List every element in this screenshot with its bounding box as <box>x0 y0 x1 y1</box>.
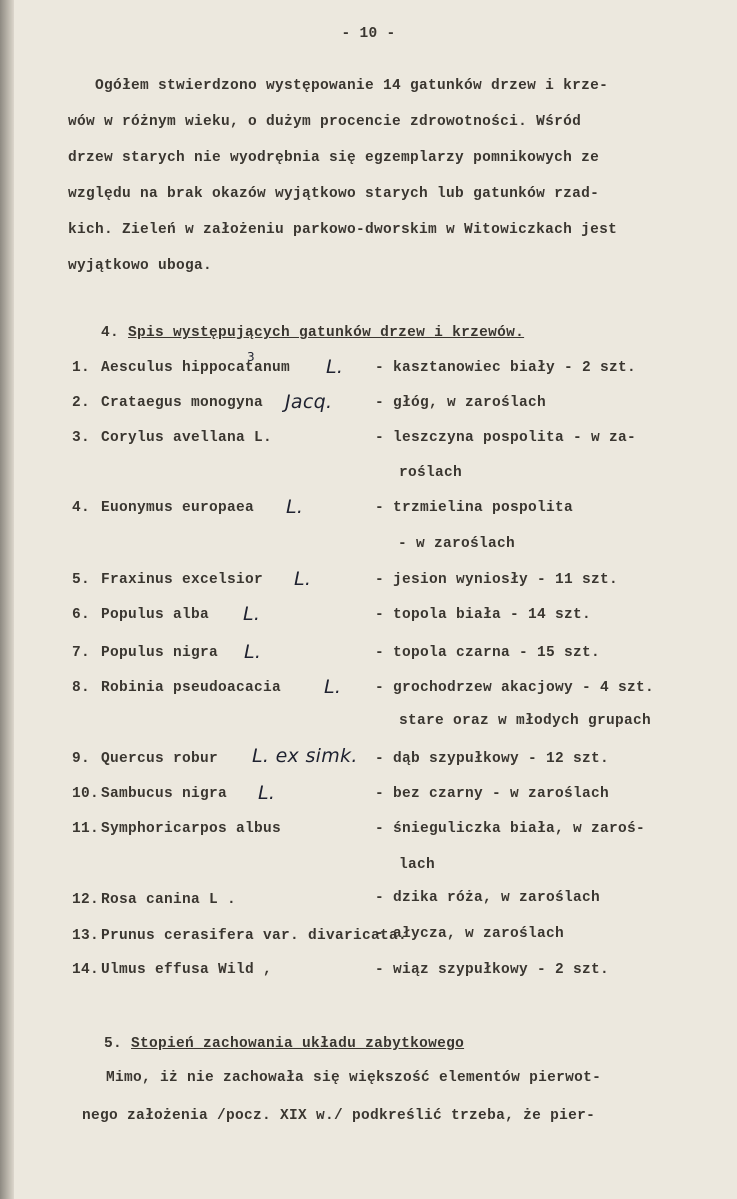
handwritten-mark: 3 <box>247 350 255 364</box>
species-author-handwritten: L. <box>326 356 344 378</box>
species-polish-continued: lach <box>399 857 436 873</box>
species-latin: Sambucus nigra <box>101 786 228 802</box>
species-number: 3. <box>72 430 91 446</box>
species-number: 4. <box>72 500 91 516</box>
paragraph-line: wów w różnym wieku, o dużym procencie zdrowotności. Wśród <box>68 114 582 130</box>
species-latin: Robinia pseudoacacia <box>101 680 282 696</box>
species-polish: - grochodrzew akacjowy - 4 szt. <box>375 680 655 696</box>
section-number: 4. <box>101 325 120 341</box>
species-number: 7. <box>72 645 91 661</box>
species-polish: - jesion wyniosły - 11 szt. <box>375 572 619 588</box>
section-number: 5. <box>104 1036 123 1052</box>
species-author-handwritten: L. ex simk. <box>252 745 358 767</box>
page-left-edge <box>0 0 14 1199</box>
species-author-handwritten: L. <box>258 782 276 804</box>
species-number: 1. <box>72 360 91 376</box>
species-number: 2. <box>72 395 91 411</box>
species-author-handwritten: Jacq. <box>285 391 333 413</box>
species-latin: Prunus cerasifera var. divaricata. <box>101 928 408 944</box>
species-latin: Crataegus monogyna <box>101 395 264 411</box>
species-polish: - dąb szypułkowy - 12 szt. <box>375 751 610 767</box>
species-number: 6. <box>72 607 91 623</box>
species-polish: - trzmielina pospolita <box>375 500 574 516</box>
paragraph-line: względu na brak okazów wyjątkowo starych lub gatunków rzad- <box>68 186 600 202</box>
species-author-handwritten: L. <box>286 496 304 518</box>
species-polish: - śnieguliczka biała, w zaroś- <box>375 821 646 837</box>
species-author-handwritten: L. <box>243 603 261 625</box>
species-author-handwritten: L. <box>294 568 312 590</box>
section-title: Spis występujących gatunków drzew i krzewów. <box>128 325 525 341</box>
species-number: 11. <box>72 821 100 837</box>
species-number: 5. <box>72 572 91 588</box>
species-polish-continued: - w zaroślach <box>398 536 516 552</box>
species-number: 14. <box>72 962 100 978</box>
species-polish: - wiąz szypułkowy - 2 szt. <box>375 962 610 978</box>
species-polish: - topola czarna - 15 szt. <box>375 645 601 661</box>
paragraph-line: drzew starych nie wyodrębnia się egzemplarzy pomnikowych ze <box>68 150 600 166</box>
species-latin: Aesculus hippocatanum <box>101 360 291 376</box>
species-number: 8. <box>72 680 91 696</box>
species-latin: Corylus avellana L. <box>101 430 273 446</box>
species-latin: Ulmus effusa Wild , <box>101 962 273 978</box>
section-title: Stopień zachowania układu zabytkowego <box>131 1036 465 1052</box>
species-number: 9. <box>72 751 91 767</box>
species-polish: - bez czarny - w zaroślach <box>375 786 610 802</box>
section-4-heading <box>101 325 524 341</box>
paragraph-line: Mimo, iż nie zachowała się większość elementów pierwot- <box>106 1070 602 1086</box>
species-polish: - leszczyna pospolita - w za- <box>375 430 637 446</box>
species-latin: Quercus robur <box>101 751 219 767</box>
species-polish: - dzika róża, w zaroślach <box>375 890 601 906</box>
species-latin: Euonymus europaea <box>101 500 255 516</box>
paragraph-line: kich. Zieleń w założeniu parkowo-dworskim w Witowiczkach jest <box>68 222 618 238</box>
section-5-heading <box>104 1036 464 1052</box>
paragraph-line: wyjątkowo uboga. <box>68 258 213 274</box>
species-latin: Populus nigra <box>101 645 219 661</box>
page-number: - 10 - <box>341 26 396 42</box>
species-polish: - ałycza, w zaroślach <box>375 926 565 942</box>
species-latin: Rosa canina L . <box>101 892 237 908</box>
species-author-handwritten: L. <box>244 641 262 663</box>
species-latin: Fraxinus excelsior <box>101 572 264 588</box>
species-latin: Populus alba <box>101 607 210 623</box>
species-author-handwritten: L. <box>324 676 342 698</box>
species-polish: - głóg, w zaroślach <box>375 395 547 411</box>
species-number: 13. <box>72 928 100 944</box>
paragraph-line: nego założenia /pocz. XIX w./ podkreślić trzeba, że pier- <box>82 1108 596 1124</box>
species-polish: - kasztanowiec biały - 2 szt. <box>375 360 637 376</box>
species-number: 12. <box>72 892 100 908</box>
species-polish-continued: roślach <box>399 465 463 481</box>
species-latin: Symphoricarpos albus <box>101 821 282 837</box>
species-number: 10. <box>72 786 100 802</box>
species-polish-continued: stare oraz w młodych grupach <box>399 713 652 729</box>
species-polish: - topola biała - 14 szt. <box>375 607 592 623</box>
paragraph-line: Ogółem stwierdzono występowanie 14 gatunków drzew i krze- <box>95 78 609 94</box>
